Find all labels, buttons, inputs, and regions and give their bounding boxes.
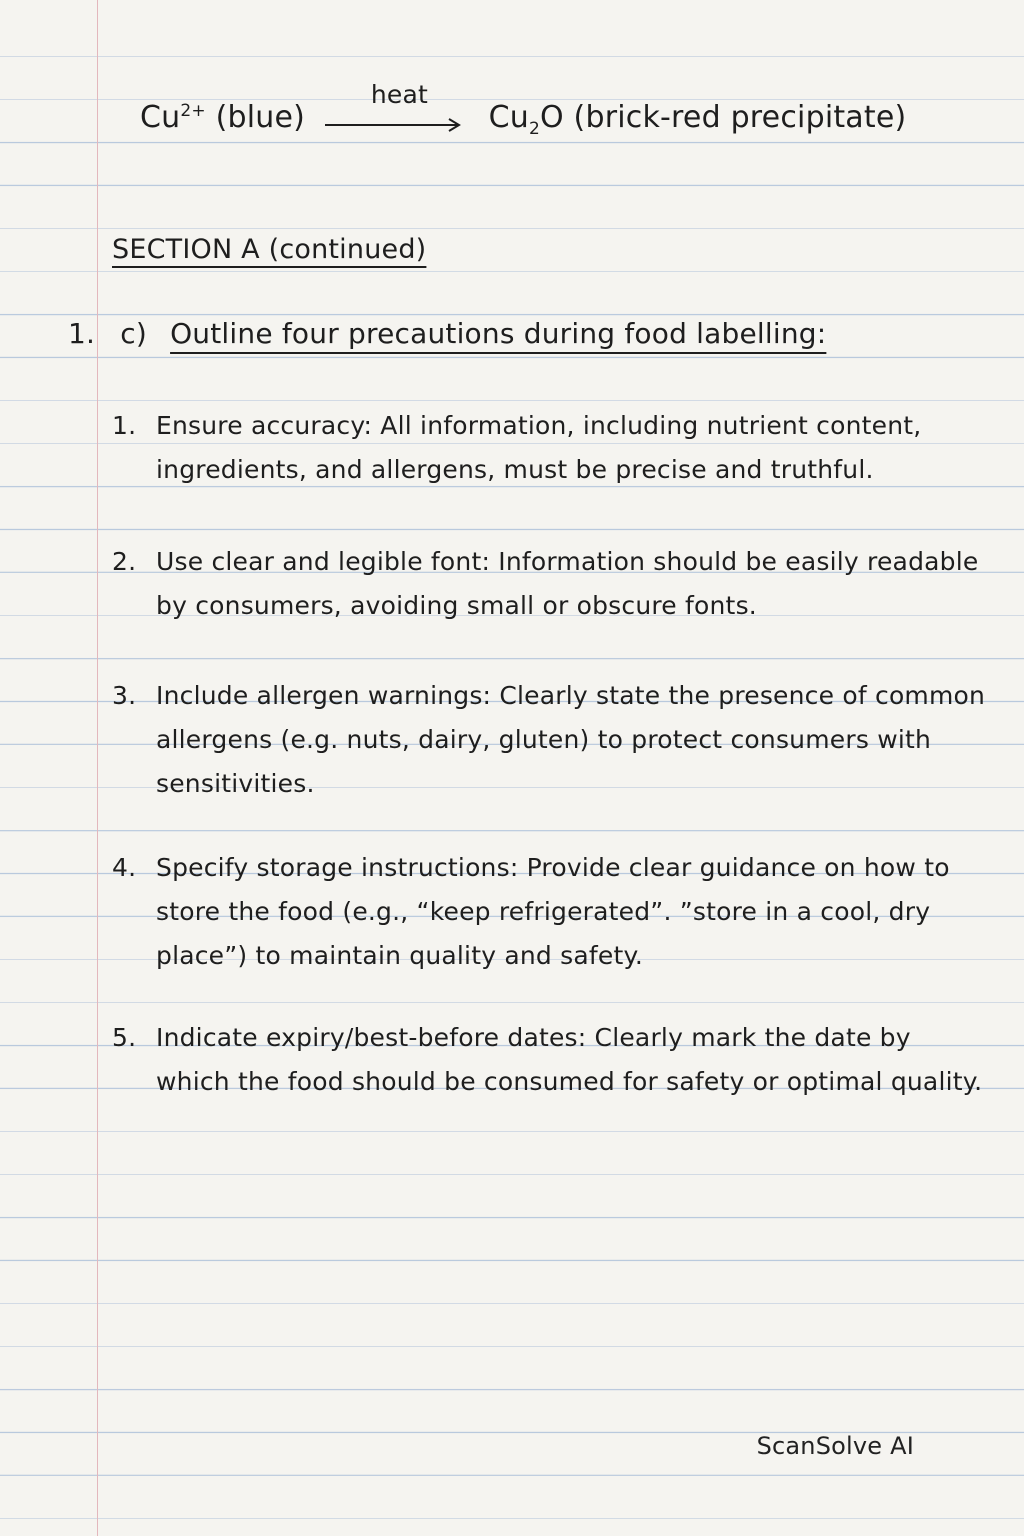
reactant: Cu (140, 100, 181, 135)
list-item (112, 846, 992, 978)
section-heading: SECTION A (continued) (112, 234, 427, 265)
list-item-text: Use clear and legible font: Information should be easily readable by consumers, avoiding small or obscure fonts. (156, 547, 979, 620)
list-item-text: Include allergen warnings: Clearly state the presence of common allergens (e.g. nuts, dairy, gluten) to protect consumers with sensitivities. (156, 681, 986, 798)
question-text: Outline four precautions during food labelling: (170, 317, 827, 350)
product-formula: $Cu_2O$ (488, 100, 564, 139)
list-item-number: 1. (112, 411, 137, 440)
list-item-text: Indicate expiry/best-before dates: Clearly mark the date by which the food should be consumed for safety or optimal quality. (156, 1023, 983, 1096)
list-item (112, 540, 992, 628)
question-heading (68, 317, 826, 350)
list-item-number: 3. (112, 681, 137, 710)
reaction-arrow (325, 79, 465, 136)
brand-watermark: ScanSolve AI (756, 1432, 914, 1460)
reactant-charge: 2+ (180, 101, 206, 121)
reaction-condition: heat (370, 79, 428, 109)
list-item (112, 404, 992, 492)
product-note: (brick-red precipitate) (573, 100, 907, 135)
question-part: c) (120, 317, 147, 350)
list-item (112, 1016, 992, 1104)
list-item-text: Ensure accuracy: All information, including nutrient content, ingredients, and allergens, must be precise and truthful. (156, 411, 922, 484)
margin-line (97, 0, 98, 1536)
arrow-icon (325, 118, 465, 132)
list-item-number: 5. (112, 1023, 137, 1052)
list-item (112, 674, 992, 806)
list-item-number: 4. (112, 853, 137, 882)
list-item-number: 2. (112, 547, 137, 576)
question-number: 1. (68, 317, 96, 350)
reactant-note: (blue) (215, 100, 306, 135)
list-item-text: Specify storage instructions: Provide clear guidance on how to store the food (e.g., “keep refrigerated”. ”store in a cool, dry place”) to maintain quality and safety. (156, 853, 950, 970)
chemical-equation (140, 79, 907, 139)
